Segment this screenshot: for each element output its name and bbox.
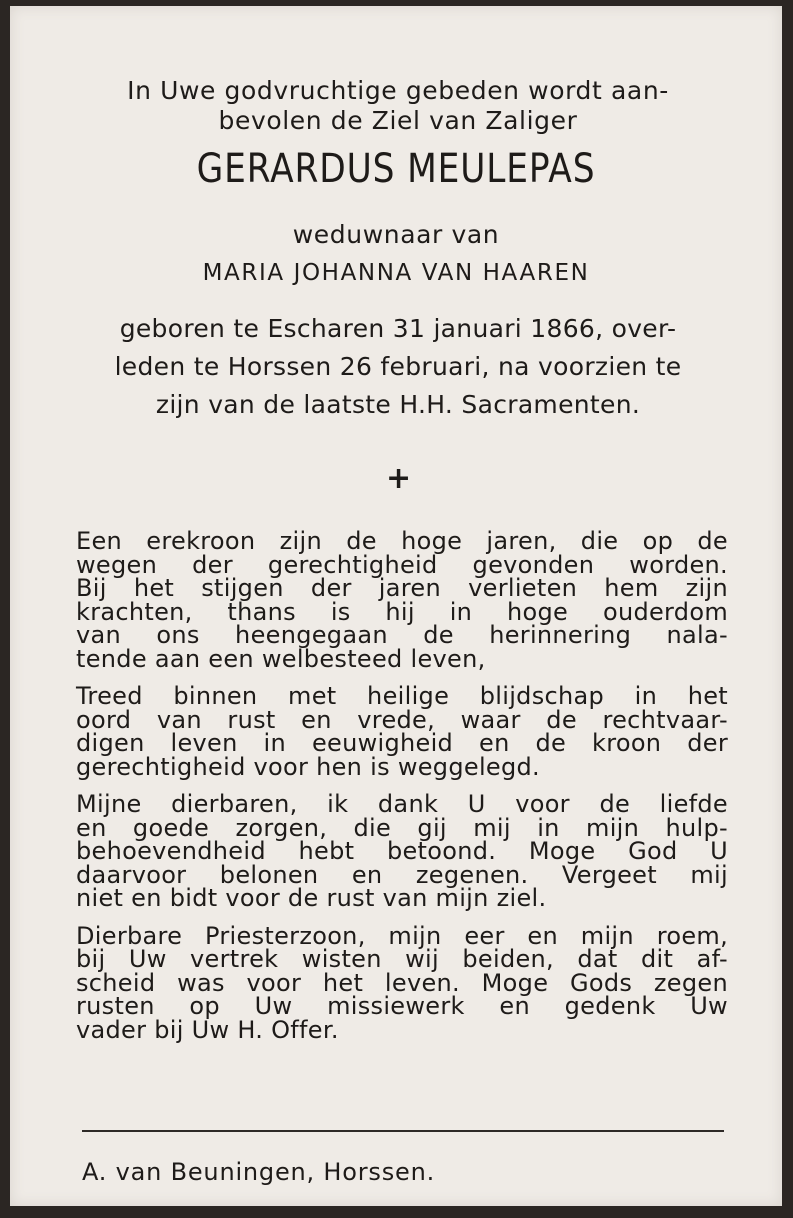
- verse-line: rusten op Uw missiewerk en gedenk Uw: [76, 992, 728, 1020]
- dates-line: zijn van de laatste H.H. Sacramenten.: [155, 390, 641, 419]
- dates-line: geboren te Escharen 31 januari 1866, over-: [119, 314, 677, 343]
- verse-line: vader bij Uw H. Offer.: [76, 1015, 339, 1044]
- verse-line: gerechtigheid voor hen is weggelegd.: [76, 752, 540, 781]
- verse-line: niet en bidt voor de rust van mijn ziel.: [76, 884, 547, 912]
- verses: [76, 527, 728, 1056]
- verse-line: scheid was voor het leven. Moge Gods zegen: [76, 968, 728, 997]
- memorial-card: [10, 6, 782, 1206]
- printer-credit: A. van Beuningen, Horssen.: [82, 1158, 436, 1186]
- widower-label: weduwnaar van: [292, 220, 500, 249]
- verse-line: Dierbare Priesterzoon, mijn eer en mijn roem,: [76, 921, 728, 950]
- verse-1: [76, 527, 728, 673]
- verse-3: [76, 790, 728, 912]
- intro-line: In Uwe godvruchtige gebeden wordt aan-: [127, 76, 669, 105]
- verse-line: en goede zorgen, die gij mij in mijn hulp-: [76, 813, 728, 842]
- spouse-name: MARIA JOHANNA VAN HAAREN: [202, 260, 590, 286]
- verse-line: oord van rust en vrede, waar de rechtvaar-: [76, 705, 728, 734]
- verse-line: Treed binnen met heilige blijdschap in het: [76, 682, 728, 710]
- deceased-name: GERARDUS MEULEPAS: [196, 146, 596, 192]
- verse-line: digen leven in eeuwigheid en de kroon der: [76, 729, 728, 757]
- intro-text: [72, 76, 724, 136]
- life-dates: [72, 310, 724, 424]
- verse-line: bij Uw vertrek wisten wij beiden, dat dit af-: [76, 945, 728, 973]
- verse-line: Een erekroon zijn de hoge jaren, die op de: [76, 527, 728, 555]
- verse-line: krachten, thans is hij in hoge ouderdom: [76, 597, 728, 626]
- verse-line: daarvoor belonen en zegenen. Vergeet mij: [76, 860, 728, 889]
- dates-line: leden te Horssen 26 februari, na voorzien te: [114, 352, 682, 381]
- verse-line: tende aan een welbesteed leven,: [76, 644, 486, 673]
- verse-line: van ons heengegaan de herinnering nala-: [76, 621, 728, 649]
- verse-2: [76, 682, 728, 781]
- verse-line: behoevendheid hebt betoond. Moge God U: [76, 837, 728, 865]
- cross-icon: +: [386, 461, 412, 496]
- intro-line: bevolen de Ziel van Zaliger: [218, 106, 578, 135]
- verse-line: Mijne dierbaren, ik dank U voor de liefde: [76, 790, 728, 818]
- verse-line: Bij het stijgen der jaren verlieten hem zijn: [76, 574, 728, 602]
- verse-4: [76, 921, 728, 1044]
- verse-line: wegen der gerechtigheid gevonden worden.: [76, 550, 728, 579]
- divider: [82, 1130, 724, 1132]
